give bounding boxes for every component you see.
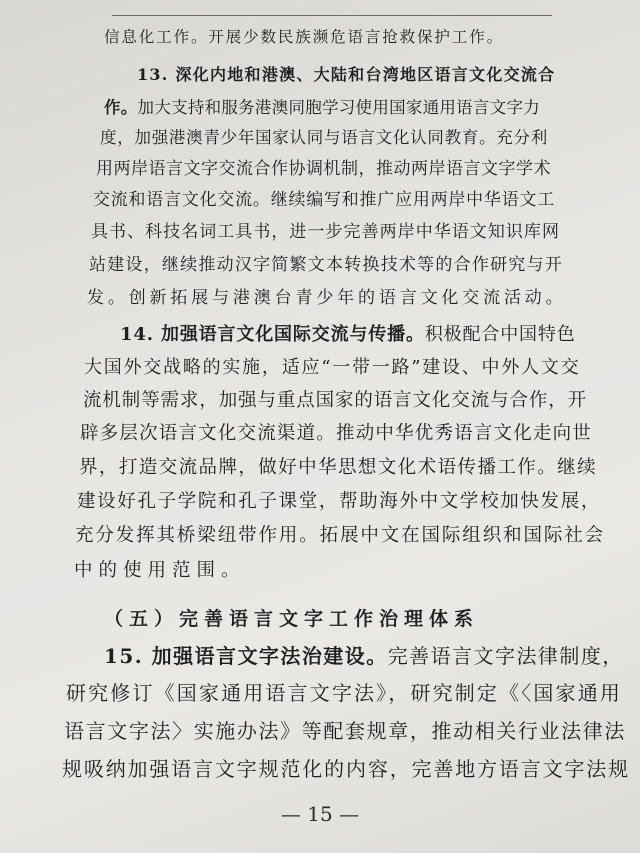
- text-line: [62, 753, 630, 782]
- bold-text: 15. 加强语言文字法治建设。: [104, 644, 388, 668]
- text-line: [120, 320, 576, 346]
- text-line: [64, 715, 626, 744]
- text-run: 大国外交战略的实施，适应“一带一路”建设、中外人文交: [84, 357, 581, 378]
- text-run: 加大支持和服务港澳同胞学习使用国家通用语言文字力: [137, 98, 541, 117]
- text-run: 界，打造交流品牌，做好中华思想文化术语传播工作。继续: [79, 457, 598, 478]
- text-run: 完善语言文字法律制度，: [387, 644, 624, 668]
- text-run: 流机制等需求，加强与重点国家的语言文化交流与合作，开: [83, 390, 588, 411]
- text-line: [87, 283, 567, 308]
- text-run: 语言文字法〉实施办法》等配套规章，推动相关行业法律法: [64, 719, 626, 743]
- text-run: 交流和语言文化交流。继续编写和推广应用两岸中华语文工: [93, 190, 555, 210]
- text-run: 建设好孔子学院和孔子课堂，帮助海外中文学校加快发展，: [77, 491, 602, 512]
- bold-text: 14. 加强语言文化国际交流与传播。: [120, 324, 425, 345]
- text-line: [104, 604, 479, 631]
- bold-text: （五）完善语言文字工作治理体系: [104, 608, 480, 630]
- text-line: [75, 521, 605, 547]
- text-line: [137, 62, 555, 85]
- text-line: [84, 353, 580, 379]
- text-line: [89, 250, 563, 275]
- text-run: 发。创新拓展与港澳台青少年的语言文化交流活动。: [87, 288, 567, 308]
- text-run: 研究修订《国家通用语言文字法》，研究制定《〈国家通用: [66, 681, 622, 705]
- text-line: [66, 677, 622, 706]
- text-line: [93, 185, 555, 210]
- bold-text: 13. 深化内地和港澳、大陆和台湾地区语言文化交流合: [137, 65, 556, 84]
- text-line: [104, 94, 540, 118]
- text-run: 站建设，继续推动汉字简繁文本转换技术等的合作研究与开: [89, 255, 563, 275]
- text-run: 辟多层次语言文化交流渠道。推动中华优秀语言文化走向世: [80, 423, 593, 444]
- text-run: 信息化工作。开展少数民族濒危语言抢救保护工作。: [104, 28, 505, 46]
- text-run: 具书、科技名词工具书，进一步完善两岸中华语文知识库网: [91, 222, 560, 242]
- text-run: 积极配合中国特色: [424, 324, 576, 345]
- text-line: [79, 453, 597, 479]
- text-line: [80, 419, 592, 445]
- text-run: 用两岸语言文字交流合作协调机制，推动两岸语言文字学术: [96, 159, 551, 179]
- text-line: [100, 124, 548, 148]
- text-run: 规吸纳加强语言文字规范化的内容，完善地方语言文字法规: [62, 757, 630, 781]
- text-line: [104, 25, 504, 47]
- text-line: [96, 154, 551, 179]
- top-rule: [112, 15, 552, 16]
- text-run: 充分发挥其桥梁纽带作用。拓展中文在国际组织和国际社会: [75, 525, 606, 546]
- text-line: [104, 640, 624, 669]
- text-run: 中的使用范围。: [74, 560, 246, 581]
- text-line: [91, 217, 560, 242]
- page-number: — 15 —: [280, 802, 360, 826]
- text-line: [83, 386, 587, 412]
- text-run: 度，加强港澳青少年国家认同与语言文化认同教育。充分利: [100, 128, 548, 147]
- text-line: [74, 556, 246, 582]
- text-line: [77, 487, 601, 513]
- bold-text: 作。: [104, 98, 138, 117]
